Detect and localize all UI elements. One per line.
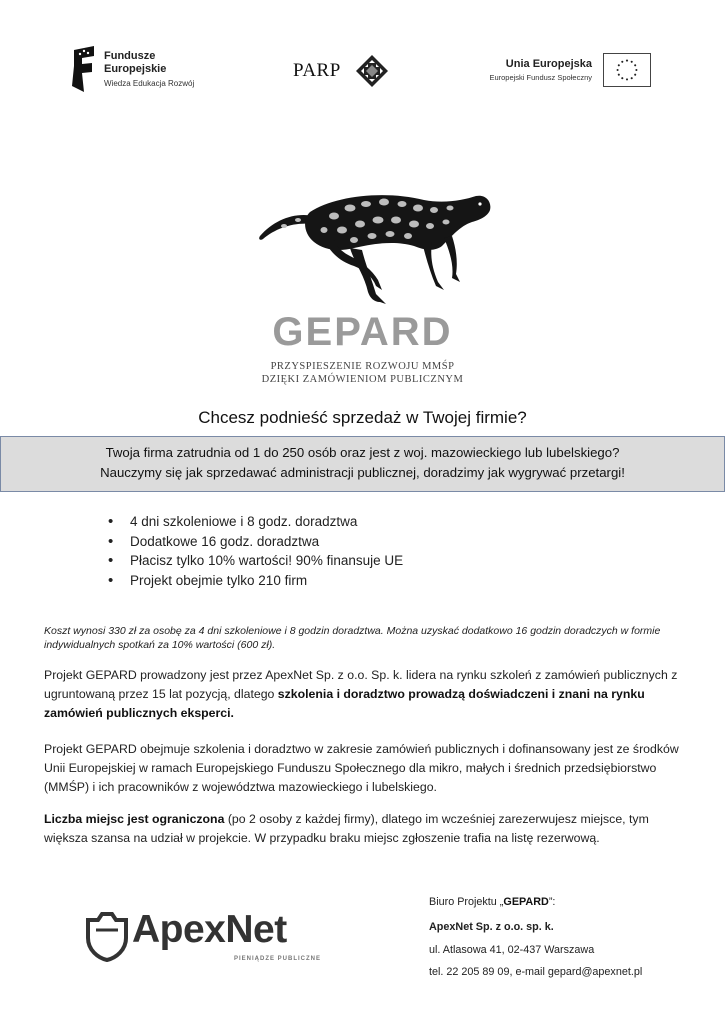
gepard-logo-title: GEPARD <box>272 310 453 354</box>
cheetah-illustration <box>254 186 494 308</box>
paragraph-limited-seats <box>44 810 694 848</box>
gepard-logo-subtitle-2: DZIĘKI ZAMÓWIENIOM PUBLICZNYM <box>261 374 464 385</box>
banner-line-2: Nauczymy się jak sprzedawać administracji publicznej, doradzimy jak wygrywać przetargi! <box>100 465 625 480</box>
apexnet-logo-tagline: PIENIĄDZE PUBLICZNE <box>234 956 322 962</box>
ue-logo-subtitle: Europejski Fundusz Społeczny <box>489 73 592 82</box>
apexnet-logo-text: ApexNet <box>132 908 287 951</box>
limited-seats-bold: Liczba miejsc jest ograniczona <box>44 812 225 826</box>
parp-logo <box>293 54 393 88</box>
fundusze-europejskie-mark-icon <box>72 46 96 92</box>
project-office-label <box>429 896 555 908</box>
list-item: • Dodatkowe 16 godz. doradztwa <box>108 532 403 552</box>
page-headline: Chcesz podnieść sprzedaż w Twojej firmie? <box>198 408 527 427</box>
office-suffix: ”: <box>548 896 556 908</box>
fundusze-europejskie-logo <box>72 46 212 96</box>
ue-logo-title: Unia Europejska <box>505 58 592 70</box>
cost-note: Koszt wynosi 330 zł za osobę za 4 dni szkoleniowe i 8 godzin doradztwa. Można uzyskać dodatkowo 16 godzin doradczych w formie indywidualnych spotkań za 10% wartości (600 zł). <box>44 625 661 651</box>
paragraph-operator-bold: szkolenia i doradztwo prowadzą doświadczeni i znani na rynku zamówień publicznych eksperci. <box>44 687 645 720</box>
list-item: • 4 dni szkoleniowe i 8 godz. doradztwa <box>108 512 403 532</box>
list-item: • Płacisz tylko 10% wartości! 90% finansuje UE <box>108 551 403 571</box>
fe-logo-line2: Europejskie <box>104 63 167 75</box>
company-address: ul. Atlasowa 41, 02-437 Warszawa <box>429 944 595 956</box>
paragraph-scope: Projekt GEPARD obejmuje szkolenia i doradztwo w zakresie zamówień publicznych i dofinansowany jest ze środków Unii Europejskiej w ramach Europejskiego Funduszu Społecznego dla mikro, małych i średnich przedsiębiorstwo (MMŚP) i ich pracowników z województwa mazowieckiego i lubelskiego. <box>44 742 679 794</box>
highlight-banner <box>0 436 725 492</box>
paragraph-operator <box>44 666 694 723</box>
company-name: ApexNet Sp. z o.o. sp. k. <box>429 921 554 933</box>
unia-europejska-logo <box>484 52 654 92</box>
gepard-logo-subtitle-1: PRZYSPIESZENIE ROZWOJU MMŚP <box>270 361 455 372</box>
office-name: GEPARD <box>503 896 549 908</box>
banner-line-1: Twoja firma zatrudnia od 1 do 250 osób oraz jest z woj. mazowieckiego lub lubelskiego? <box>105 445 620 460</box>
parp-logo-text: PARP <box>293 60 341 81</box>
benefits-list <box>108 512 403 590</box>
apexnet-shield-icon <box>84 910 130 962</box>
eu-flag-icon <box>603 53 651 87</box>
fe-logo-line1: Fundusze <box>104 50 156 62</box>
fe-logo-subtitle: Wiedza Edukacja Rozwój <box>104 79 195 88</box>
limited-seats-text: (po 2 osoby z każdej firmy), dlatego im wcześniej zarezerwujesz miejsce, tym większa szansa na udział w projekcie. W przypadku braku miejsc zgłoszenie trafia na listę rezerwową. <box>44 812 649 845</box>
company-contact: tel. 22 205 89 09, e-mail gepard@apexnet.pl <box>429 966 643 978</box>
apexnet-logo <box>80 906 340 970</box>
list-item: • Projekt obejmie tylko 210 firm <box>108 571 403 591</box>
paragraph-operator-text: Projekt GEPARD prowadzony jest przez ApexNet Sp. z o.o. Sp. k. lidera na rynku szkoleń z zamówień publicznych z ugruntowaną przez 15 lat pozycją, dlatego <box>44 668 678 701</box>
office-prefix: Biuro Projektu „ <box>429 896 504 908</box>
parp-diamond-icon <box>355 54 389 88</box>
